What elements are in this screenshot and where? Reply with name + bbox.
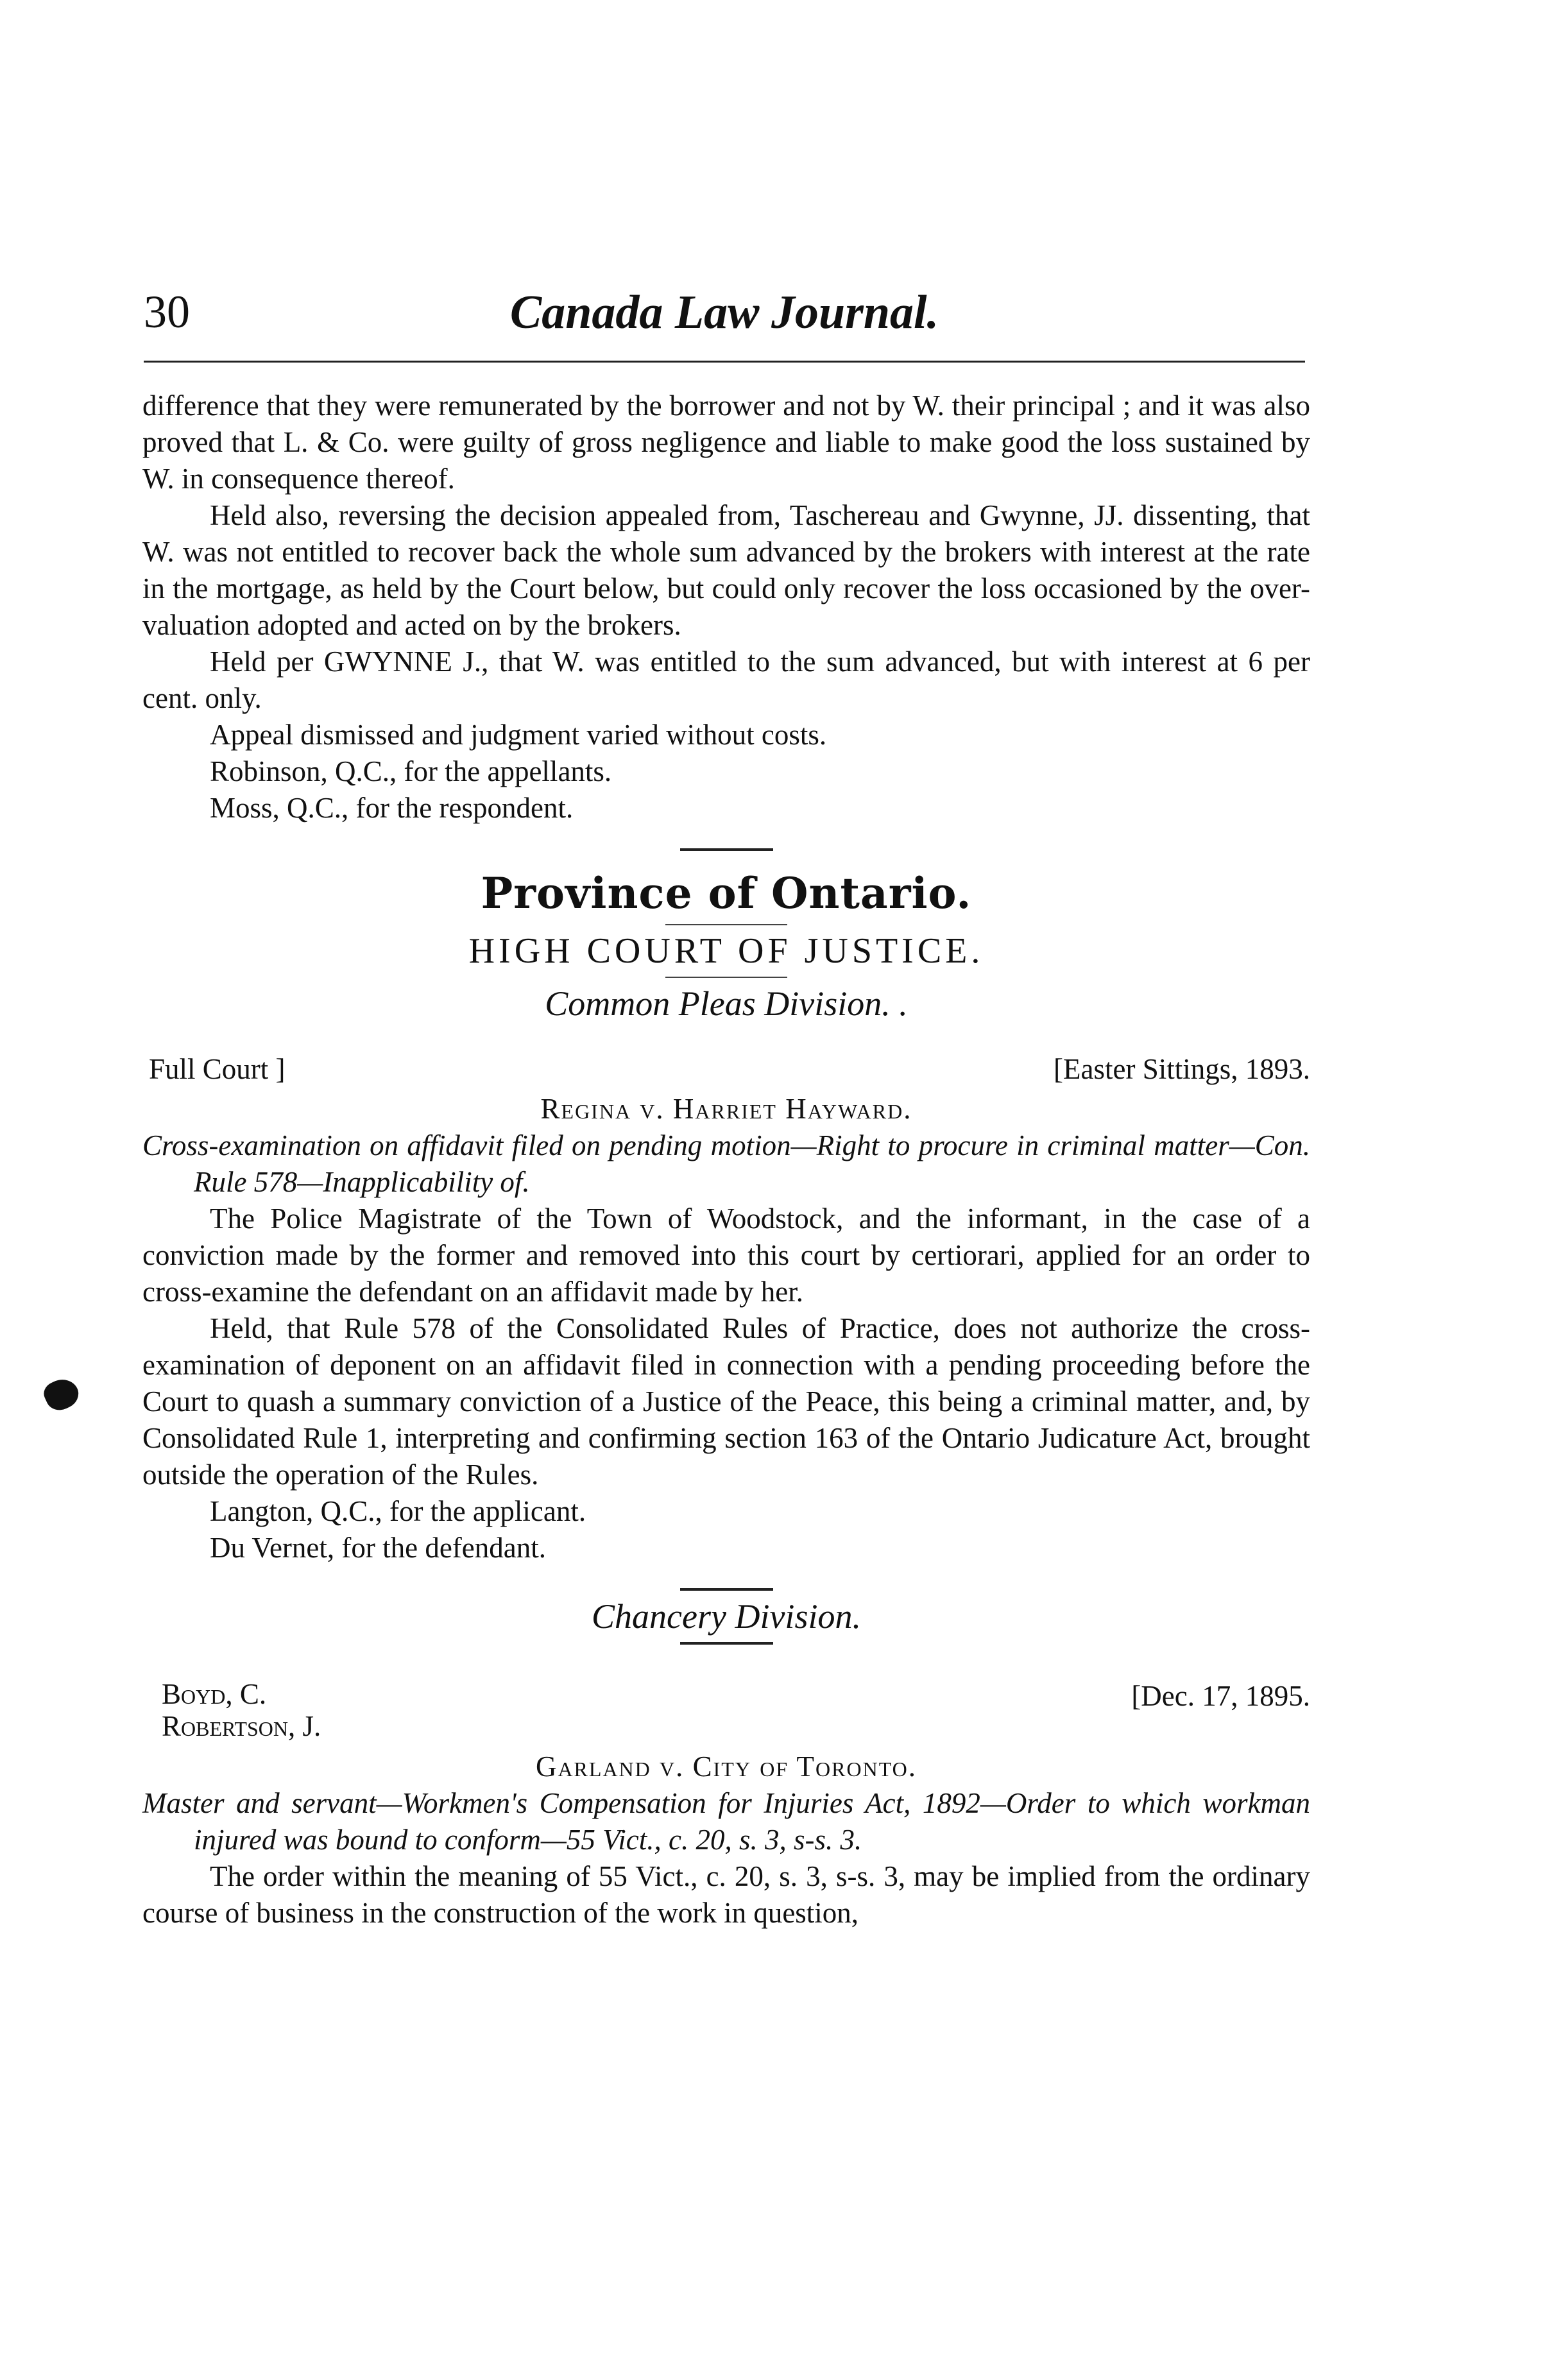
disposition: Appeal dismissed and judgment varied without costs.: [210, 719, 827, 751]
catchwords: Cross-examination on affidavit filed on pending motion—Right to procure in criminal matter—Con. Rule 578—Inapplicability of.: [142, 1129, 1310, 1198]
counsel-line: Du Vernet, for the defendant.: [210, 1532, 546, 1564]
division-heading: Chancery Division.: [592, 1597, 861, 1636]
ink-blot: [40, 1374, 83, 1415]
counsel-line: Moss, Q.C., for the respondent.: [210, 792, 574, 824]
paragraph: Held also, reversing the decision appealed from, Taschereau and Gwynne, JJ. dissenting, that W. was not entitled to recover back the whole sum advanced by the brokers with interest at the rate in the mortgage, as held by the Court below, but could only recover the loss occasioned by the over-valuation adopted and acted on by the brokers.: [142, 499, 1310, 641]
paragraph: The Police Magistrate of the Town of Woodstock, and the informant, in the case of a conviction made by the former and removed into this court by certiorari, applied for an order to cross-examine the defendant on an affidavit made by her.: [142, 1203, 1310, 1308]
page-header: [144, 286, 1305, 356]
paragraph: Held, that Rule 578 of the Consolidated Rules of Practice, does not authorize the cross-examination of deponent on an affidavit filed in connection with a pending proceeding before the Court to quash a summary conviction of a Justice of the Peace, this being a criminal matter, and, by Consolidated Rule 1, interpreting and confirming section 163 of the Ontario Judicature Act, brought outside the operation of the Rules.: [142, 1312, 1310, 1491]
page-number: 30: [144, 286, 190, 338]
page-body: [142, 388, 1310, 1931]
judges: [162, 1678, 321, 1742]
judge-name: Robertson, J.: [162, 1710, 321, 1742]
case-continuation: [142, 388, 1310, 826]
judges-line: [142, 1678, 1310, 1749]
case-name: Regina v. Harriet Hayward.: [540, 1093, 912, 1125]
paragraph: Held per GWYNNE J., that W. was entitled to the sum advanced, but with interest at 6 per cent. only.: [142, 646, 1310, 714]
paragraph: The order within the meaning of 55 Vict., c. 20, s. 3, s-s. 3, may be implied from the ordinary course of business in the construction of the work in question,: [142, 1860, 1310, 1929]
header-rule: [144, 361, 1305, 363]
counsel-line: Langton, Q.C., for the applicant.: [210, 1495, 586, 1527]
sittings-date: [Easter Sittings, 1893.: [1054, 1053, 1310, 1085]
court-sittings-line: [142, 1051, 1310, 1091]
case-regina-hayward: [142, 1051, 1310, 1566]
case-garland-toronto: [142, 1678, 1310, 1931]
court-heading: HIGH COURT OF JUSTICE.: [468, 931, 984, 971]
journal-title: Canada Law Journal.: [509, 286, 939, 339]
court-label: Full Court ]: [149, 1053, 286, 1085]
counsel-line: Robinson, Q.C., for the appellants.: [210, 755, 612, 787]
case-name: Garland v. City of Toronto.: [535, 1751, 918, 1783]
paragraph: difference that they were remunerated by the borrower and not by W. their principal ; and it was also proved that L. & Co. were guilty of gross negligence and liable to make good the loss sustained by W. in consequence thereof.: [142, 390, 1310, 495]
decision-date: [Dec. 17, 1895.: [1131, 1680, 1310, 1712]
catchwords: Master and servant—Workmen's Compensation for Injuries Act, 1892—Order to which workman injured was bound to conform—55 Vict., c. 20, s. 3, s-s. 3.: [142, 1787, 1310, 1856]
division-heading: Common Pleas Division. .: [545, 984, 908, 1023]
judge-name: Boyd, C.: [162, 1678, 267, 1710]
province-heading: Province of Ontario.: [481, 868, 972, 918]
